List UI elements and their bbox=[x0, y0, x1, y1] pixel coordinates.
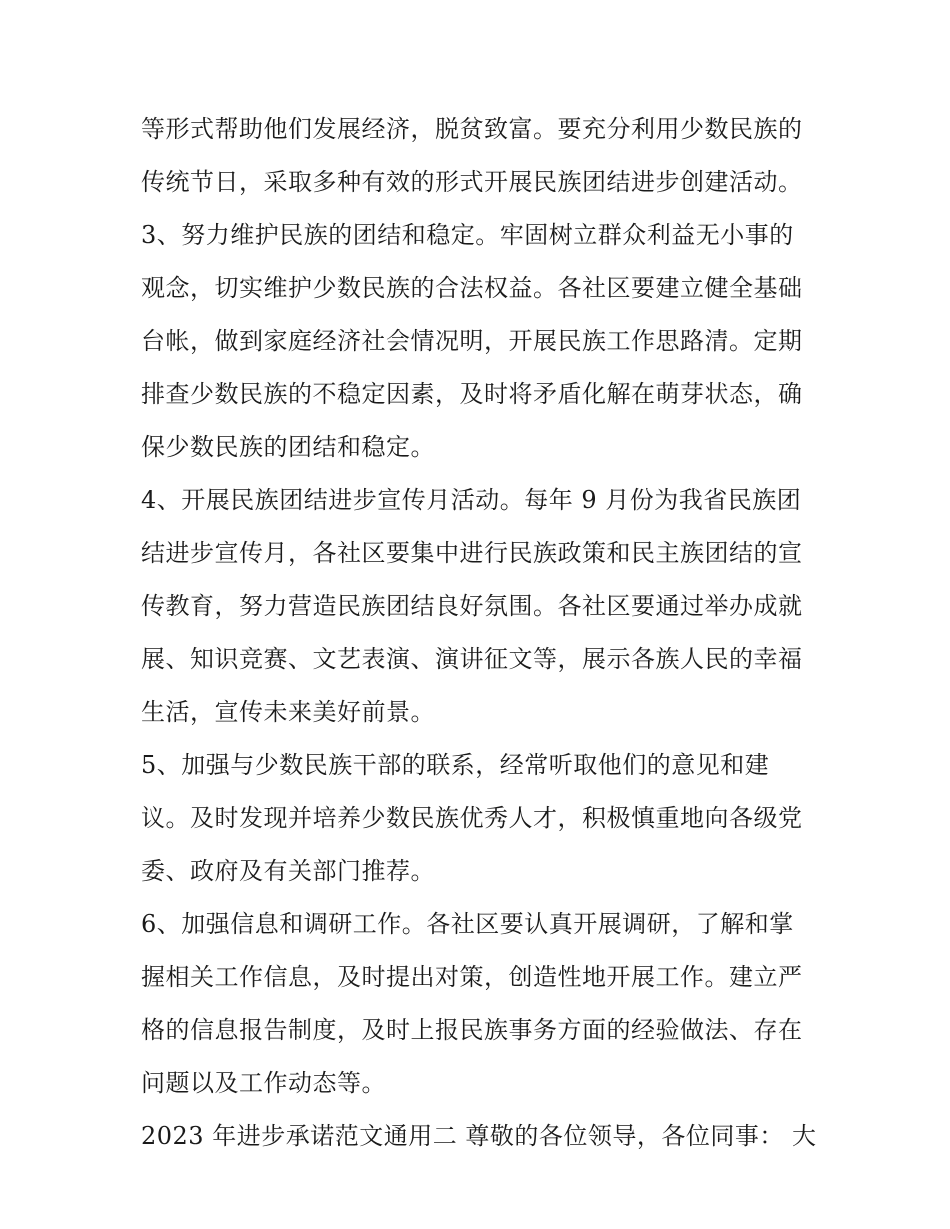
text-line: 4、开展民族团结进步宣传月活动。每年 9 月份为我省民族团 bbox=[141, 486, 802, 514]
text-line: 格的信息报告制度，及时上报民族事务方面的经验做法、存在 bbox=[141, 1016, 803, 1044]
text-line: 保少数民族的团结和稳定。 bbox=[141, 433, 435, 461]
text-line: 台帐，做到家庭经济社会情况明，开展民族工作思路清。定期 bbox=[141, 327, 803, 355]
text-line: 6、加强信息和调研工作。各社区要认真开展调研，了解和掌 bbox=[141, 910, 794, 938]
text-line: 2023 年进步承诺范文通用二 尊敬的各位领导，各位同事： 大 bbox=[141, 1122, 817, 1150]
text-line: 生活，宣传未来美好前景。 bbox=[141, 698, 435, 726]
text-line: 等形式帮助他们发展经济，脱贫致富。要充分利用少数民族的 bbox=[141, 115, 803, 143]
text-line: 展、知识竞赛、文艺表演、演讲征文等，展示各族人民的幸福 bbox=[141, 645, 803, 673]
text-line: 5、加强与少数民族干部的联系，经常听取他们的意见和建 bbox=[141, 751, 770, 779]
text-line: 问题以及工作动态等。 bbox=[141, 1069, 386, 1097]
text-line: 委、政府及有关部门推荐。 bbox=[141, 857, 435, 885]
text-line: 传统节日，采取多种有效的形式开展民族团结进步创建活动。 bbox=[141, 168, 803, 196]
text-line: 握相关工作信息，及时提出对策，创造性地开展工作。建立严 bbox=[141, 963, 803, 991]
text-line: 传教育，努力营造民族团结良好氛围。各社区要通过举办成就 bbox=[141, 592, 803, 620]
document-body bbox=[141, 103, 821, 1163]
text-line: 排查少数民族的不稳定因素，及时将矛盾化解在萌芽状态，确 bbox=[141, 380, 803, 408]
text-line: 观念，切实维护少数民族的合法权益。各社区要建立健全基础 bbox=[141, 274, 803, 302]
text-line: 3、努力维护民族的团结和稳定。牢固树立群众利益无小事的 bbox=[141, 221, 794, 249]
text-line: 结进步宣传月，各社区要集中进行民族政策和民主族团结的宣 bbox=[141, 539, 803, 567]
text-line: 议。及时发现并培养少数民族优秀人才，积极慎重地向各级党 bbox=[141, 804, 803, 832]
